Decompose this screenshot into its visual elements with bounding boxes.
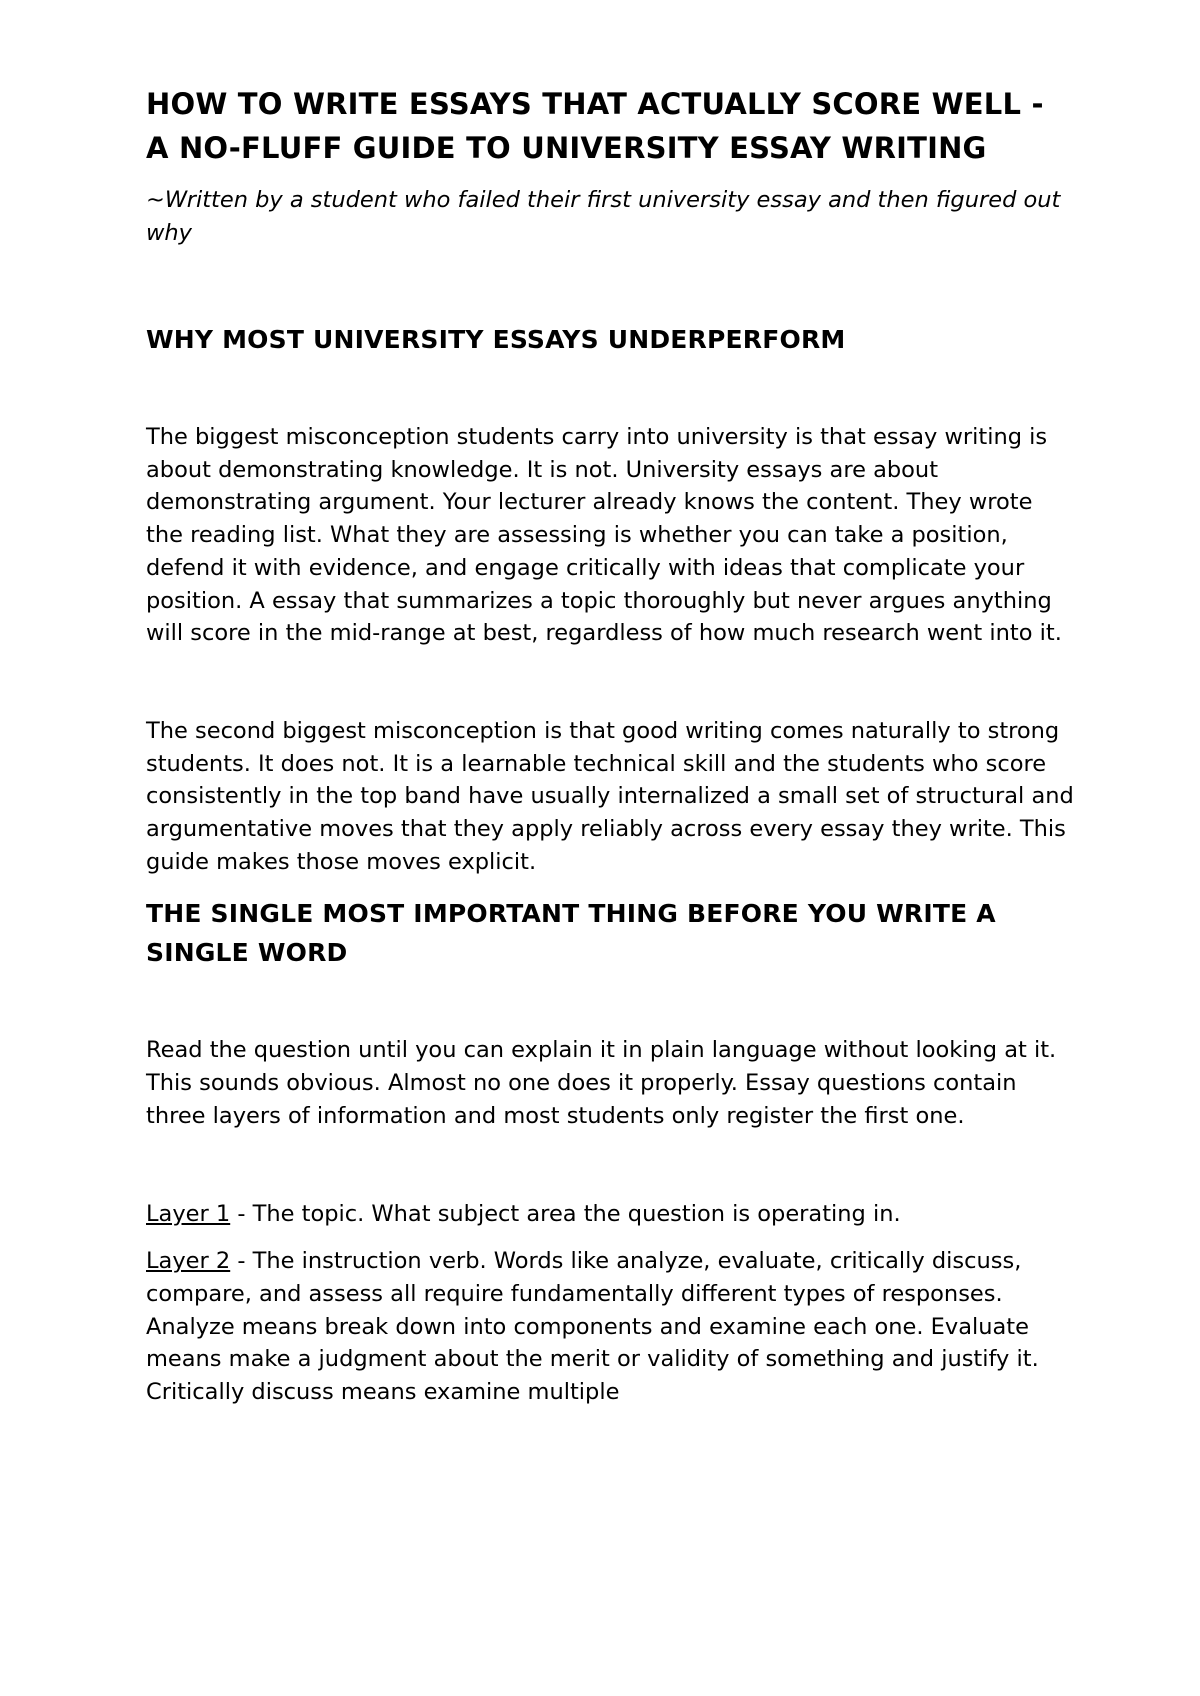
layer-2-text: - The instruction verb. Words like analyze, evaluate, critically discuss, compare, and assess all require fundamentally different types of responses. Analyze means break down into components and examine each one. Evaluate means make a judgment about the merit or validity of something and justify it. Critically discuss means examine multiple	[146, 1248, 1039, 1406]
document-title: HOW TO WRITE ESSAYS THAT ACTUALLY SCORE WELL - A NO-FLUFF GUIDE TO UNIVERSITY ESSAY WRITING	[146, 87, 1044, 165]
section-heading-most-important-thing: THE SINGLE MOST IMPORTANT THING BEFORE YOU WRITE A SINGLE WORD	[146, 899, 996, 968]
paragraph-misconception-1: The biggest misconception students carry into university is that essay writing is about demonstrating knowledge. It is not. University essays are about demonstrating argument. Your lecturer already knows the content. They wrote the reading list. What they are assessing is whether you can take a position, defend it with evidence, and engage critically with ideas that complicate your position. A essay that summarizes a topic thoroughly but never argues anything will score in the mid-range at best, regardless of how much research went into it.	[146, 424, 1062, 647]
layer-1-item	[146, 1198, 1076, 1231]
document-page	[146, 82, 1076, 1409]
layer-2-item	[146, 1245, 1076, 1409]
layer-2-label: Layer 2	[146, 1248, 231, 1275]
layer-1-text: - The topic. What subject area the question is operating in.	[230, 1200, 901, 1227]
document-subtitle: ~Written by a student who failed their first university essay and then figured out why	[146, 187, 1061, 246]
paragraph-misconception-2: The second biggest misconception is that good writing comes naturally to strong students. It does not. It is a learnable technical skill and the students who score consistently in the top band have usually internalized a small set of structural and argumentative moves that they apply reliably across every essay they write. This guide makes those moves explicit.	[146, 717, 1074, 875]
paragraph-read-the-question: Read the question until you can explain it in plain language without looking at it. This sounds obvious. Almost no one does it properly. Essay questions contain three layers of information and most students only register the first one.	[146, 1037, 1057, 1129]
section-heading-why-essays-underperform: WHY MOST UNIVERSITY ESSAYS UNDERPERFORM	[146, 325, 846, 354]
layer-1-label: Layer 1	[146, 1200, 231, 1227]
